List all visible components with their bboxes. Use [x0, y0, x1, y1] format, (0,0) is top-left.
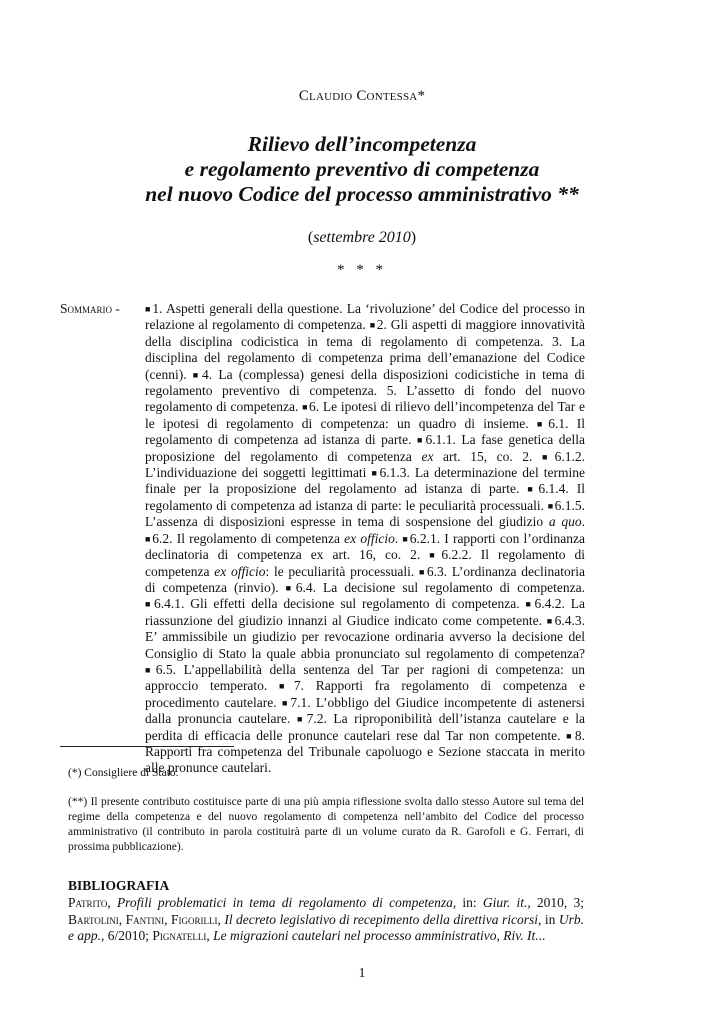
- summary-item: 6.4.1. Gli effetti della decisione sul regolamento di competenza.: [153, 596, 520, 612]
- bullet-icon: ■: [429, 550, 441, 561]
- sommario-label: [60, 301, 120, 317]
- footnote-divider: [60, 746, 234, 747]
- bib-title: Il decreto legislativo di recepimento della direttiva ricorsi: [224, 911, 539, 927]
- title-line-1: Rilievo dell’incompetenza: [247, 132, 477, 156]
- summary-exofficio: ex officio: [344, 530, 395, 546]
- bib-journal: Urb. e app.: [68, 911, 584, 943]
- summary-item: 7.2. La riproponibilità dell’istanza cautelare e la perdita di efficacia delle pronunce cautelari rese dal Tar non competente.: [145, 711, 586, 743]
- bullet-icon: ■: [145, 599, 153, 610]
- summary-item: 4. La (complessa) genesi della disposizioni codicistiche in tema di regolamento preventivo di competenza. 5. L’assetto di fondo del nuovo regolamento di competenza.: [145, 366, 585, 415]
- summary-item: 6.4. La decisione sul regolamento di competenza.: [295, 579, 585, 595]
- summary-item: 7.1. L’obbligo del Giudice incompetente di astenersi dalla pronuncia cautelare.: [145, 694, 586, 727]
- bib-title: Le migrazioni cautelari nel processo amministrativo: [213, 928, 497, 943]
- bullet-icon: ■: [281, 697, 290, 708]
- title-line-3: nel nuovo Codice del processo amministrativo **: [145, 182, 579, 206]
- footnote-mark: (**): [68, 796, 88, 808]
- bib-tail: ..: [538, 928, 546, 943]
- summary-exofficio-tail: : le peculiarità processuali.: [265, 563, 415, 579]
- date-text: settembre 2010: [313, 229, 411, 246]
- summary-item: 6.1.5. L’assenza di disposizioni espresse in tema di sospensione del giudizio: [145, 497, 586, 530]
- footnote: [68, 795, 584, 855]
- date-line: [0, 229, 724, 247]
- bullet-icon: ■: [546, 615, 554, 626]
- sommario-label-text: Sommario: [60, 301, 113, 316]
- summary-item: 6.4.2. La riassunzione del giudizio innanzi al Giudice indicato come competente.: [145, 596, 586, 628]
- author-name: Claudio Contessa: [298, 88, 418, 104]
- date-paren-close: ): [410, 229, 417, 246]
- bib-author: Pignatelli: [152, 928, 207, 943]
- footnote-text: Consigliere di Stato.: [84, 767, 179, 779]
- summary-item: 6.2.2. Il regolamento di competenza: [145, 547, 585, 579]
- summary-item: 6.1.4. Il regolamento di competenza ad istanza di parte: le peculiarità processuali.: [145, 481, 585, 513]
- bib-journal: Giur. it.: [482, 895, 528, 910]
- summary-item: 6.5. L’appellabilità della sentenza del Tar per ragioni di competenza: un approccio temperato.: [145, 661, 585, 694]
- summary-item: 6.1.2. L’individuazione dei soggetti legittimati: [145, 448, 585, 481]
- bullet-icon: ■: [402, 533, 409, 544]
- bullet-icon: ■: [145, 533, 152, 544]
- bullet-icon: ■: [525, 599, 534, 610]
- footnote-mark: (*): [68, 767, 82, 779]
- bullet-icon: ■: [296, 714, 306, 725]
- bib-journal: Riv. It.: [503, 928, 539, 943]
- bullet-icon: ■: [547, 500, 554, 511]
- summary-exofficio: ex officio: [214, 563, 266, 579]
- bib-sep: ,: [107, 895, 117, 910]
- bib-sep: ,: [496, 928, 504, 943]
- summary-ex: ex: [421, 448, 434, 464]
- author-marker: *: [417, 88, 426, 104]
- bib-in: , in: [538, 911, 559, 927]
- title-line-2: e regolamento preventivo di competenza: [184, 157, 540, 181]
- summary-period: .: [394, 530, 399, 546]
- bib-in: , in:: [452, 895, 483, 910]
- summary-item: 6.2.1. I rapporti con l’ordinanza declinatoria di competenza ex art. 16, co. 2.: [145, 530, 586, 563]
- date-paren-open: (: [307, 229, 314, 246]
- summary-item: 6.3. L’ordinanza declinatoria di competenza (rinvio).: [145, 563, 586, 595]
- summary-item: 6.1. Il regolamento di competenza ad istanza di parte.: [145, 415, 586, 448]
- summary-item: 6.1.1. La fase genetica della proposizione del regolamento di competenza: [145, 432, 586, 464]
- bullet-icon: ■: [192, 369, 202, 380]
- bullet-icon: ■: [416, 435, 425, 446]
- sommario-dash: -: [112, 301, 120, 316]
- summary-item: 2. Gli aspetti di maggiore innovatività della disciplina codicistica in tema di regolamento di competenza. 3. La disciplina del regolamento di competenza prima dell’emanazione del Codice (cenni).: [145, 317, 585, 382]
- section-separator: * * *: [337, 262, 387, 278]
- bullet-icon: ■: [285, 582, 295, 593]
- bib-sep: ,: [206, 928, 214, 943]
- bullet-icon: ■: [542, 451, 554, 462]
- summary-item: 6.4.3. E’ ammissibile un giudizio per revocazione ordinaria avverso la decisione del Consiglio di Stato la quale abbia pronunciato sul regolamento di competenza?: [145, 612, 585, 661]
- bullet-icon: ■: [145, 304, 152, 314]
- summary-period: .: [581, 514, 586, 530]
- summary-item: 6. Le ipotesi di rilievo dell’incompetenza del Tar e le ipotesi di regolamento di competenza: un quadro di insieme.: [145, 399, 586, 431]
- footnote-text: Il presente contributo costituisce parte di una più ampia riflessione svolta dallo stesso Autore sul tema del regime della competenza e del nuovo regolamento di competenza nell’ambito del Codice del processo amministrativo (il contributo in parola costituirà parte di un volume curato da R. Garofoli e G. Ferrari, di prossima pubblicazione).: [68, 796, 585, 853]
- bib-tail: , 6/2010;: [101, 928, 153, 943]
- summary-item: 6.1.3. La determinazione del termine finale per la proposizione del regolamento ad istanza di parte.: [145, 465, 586, 497]
- footnote: [68, 766, 584, 781]
- bullet-icon: ■: [419, 566, 426, 577]
- bullet-icon: ■: [145, 664, 155, 675]
- bib-author: Patrito: [68, 895, 108, 910]
- bib-author: Bartolini, Fantini, Figorilli: [68, 911, 218, 927]
- summary-item: 8. Rapporti fra competenza del Tribunale capoluogo e Sezione staccata in merito alle pronunce cautelari.: [145, 727, 585, 776]
- summary-item: 1. Aspetti generali della questione. La ‘rivoluzione’ del Codice del processo in relazione al regolamento di competenza.: [145, 301, 586, 333]
- bullet-icon: ■: [527, 484, 538, 495]
- summary-aquo: a quo: [548, 514, 582, 530]
- author-line: [0, 88, 724, 105]
- summary-item: 7. Rapporti fra regolamento di competenza e procedimento cautelare.: [145, 678, 586, 710]
- bibliography-heading: BIBLIOGRAFIA: [68, 878, 170, 893]
- bibliography-text: [68, 895, 584, 945]
- bullet-icon: ■: [279, 681, 293, 692]
- document-title: [60, 132, 664, 207]
- page-number: 1: [358, 966, 366, 981]
- bullet-icon: ■: [369, 320, 376, 331]
- bullet-icon: ■: [302, 402, 308, 413]
- bullet-icon: ■: [371, 468, 379, 479]
- bib-tail: , 2010, 3;: [527, 895, 585, 910]
- summary-text: [145, 301, 585, 777]
- summary-item: 6.2. Il regolamento di competenza: [152, 530, 345, 546]
- bib-title: Profili problematici in tema di regolamento di competenza: [116, 895, 453, 910]
- bullet-icon: ■: [536, 418, 548, 429]
- bib-sep: ,: [217, 911, 225, 927]
- summary-art15: art. 15, co. 2.: [433, 448, 533, 464]
- bullet-icon: ■: [566, 730, 574, 741]
